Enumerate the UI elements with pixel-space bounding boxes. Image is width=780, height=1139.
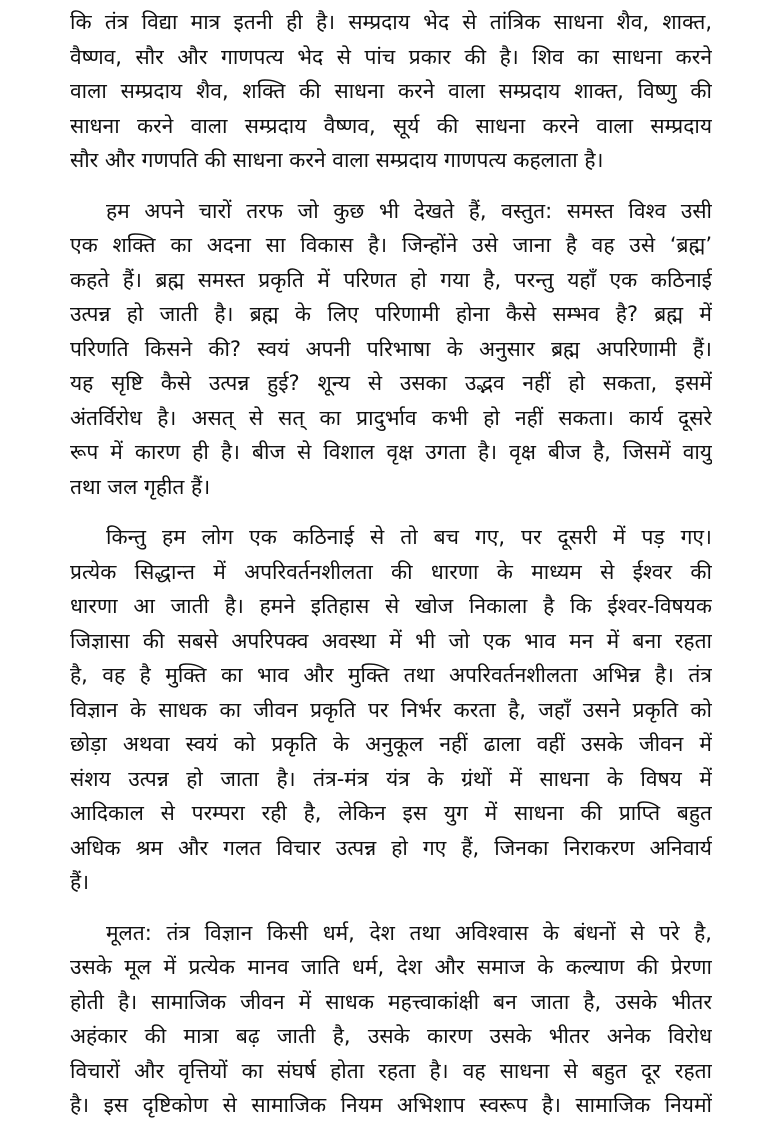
text-line: विचारों और वृत्तियों का संघर्ष होता रहता है। वह साधना से बहुत दूर रहता [70, 1058, 712, 1083]
text-line: सौर और गणपति की साधना करने वाला सम्प्रदाय गाणपत्य कहलाता है। [70, 148, 604, 172]
text-line: वाला सम्प्रदाय शैव, शक्ति की साधना करने वाला सम्प्रदाय शाक्त, विष्णु की [70, 79, 712, 103]
paragraph [70, 916, 712, 1123]
text-line: परिणति किसने की? स्वयं अपनी परिभाषा के अनुसार ब्रह्म अपरिणामी हैं। [70, 336, 712, 361]
text-line: आदिकाल से परम्परा रही है, लेकिन इस युग में साधना की प्राप्ति बहुत [70, 801, 712, 825]
text-line: विज्ञान के साधक का जीवन प्रकृति पर निर्भर करता है, जहाँ उसने प्रकृति को [70, 697, 712, 722]
text-line: उत्पन्न हो जाती है। ब्रह्म के लिए परिणामी होना कैसे सम्भव है? ब्रह्म में [70, 302, 712, 326]
text-line: कि तंत्र विद्या मात्र इतनी ही है। सम्प्रदाय भेद से तांत्रिक साधना शैव, शाक्त, [70, 10, 712, 34]
paragraph [70, 5, 712, 178]
text-line: हम अपने चारों तरफ जो कुछ भी देखते हैं, वस्तुत: समस्त विश्व उसी [106, 198, 712, 223]
text-line: कहते हैं। ब्रह्म समस्त प्रकृति में परिणत हो गया है, परन्तु यहाँ एक कठिनाई [70, 267, 712, 292]
text-line: धारणा आ जाती है। हमने इतिहास से खोज निकाला है कि ईश्वर-विषयक [70, 594, 712, 618]
text-line: होती है। सामाजिक जीवन में साधक महत्त्वाकांक्षी बन जाता है, उसके भीतर [70, 989, 712, 1014]
text-line: उसके मूल में प्रत्येक मानव जाति धर्म, देश और समाज के कल्याण की प्रेरणा [70, 955, 712, 979]
text-line: है। इस दृष्टिकोण से सामाजिक नियम अभिशाप स्वरूप है। सामाजिक नियमों [70, 1093, 712, 1117]
text-line: किन्तु हम लोग एक कठिनाई से तो बच गए, पर दूसरी में पड़ गए। [106, 525, 712, 549]
document-page [70, 5, 712, 1139]
text-line: अंतर्विरोध है। असत् से सत् का प्रादुर्भाव कभी हो नहीं सकता। कार्य दूसरे [70, 405, 712, 430]
text-line: हैं। [70, 870, 90, 894]
text-line: है, वह है मुक्ति का भाव और मुक्ति तथा अपरिवर्तनशीलता अभिन्न है। तंत्र [70, 663, 712, 687]
text-line: वैष्णव, सौर और गाणपत्य भेद से पांच प्रकार की है। शिव का साधना करने [70, 44, 712, 69]
text-line: अहंकार की मात्रा बढ़ जाती है, उसके कारण उसके भीतर अनेक विरोध [70, 1024, 712, 1048]
text-line: एक शक्ति का अदना सा विकास है। जिन्होंने उसे जाना है वह उसे ‘ब्रह्म’ [70, 233, 712, 257]
text-line: छोड़ा अथवा स्वयं को प्रकृति के अनुकूल नहीं ढाला वहीं उसके जीवन में [70, 732, 712, 756]
text-line: मूलत: तंत्र विज्ञान किसी धर्म, देश तथा अविश्वास के बंधनों से परे है, [106, 920, 712, 945]
text-line: तथा जल गृहीत हैं। [70, 474, 211, 499]
text-line: यह सृष्टि कैसे उत्पन्न हुई? शून्य से उसका उद्भव नहीं हो सकता, इसमें [70, 371, 712, 395]
text-line: साधना करने वाला सम्प्रदाय वैष्णव, सूर्य की साधना करने वाला सम्प्रदाय [70, 113, 712, 138]
text-line: संशय उत्पन्न हो जाता है। तंत्र-मंत्र यंत्र के ग्रंथों में साधना के विषय में [70, 766, 712, 791]
text-line: रूप में कारण ही है। बीज से विशाल वृक्ष उगता है। वृक्ष बीज है, जिसमें वायु [70, 440, 712, 464]
paragraph [70, 194, 712, 505]
text-line: प्रत्येक सिद्धान्त में अपरिवर्तनशीलता की धारणा के माध्यम से ईश्वर की [70, 559, 712, 584]
text-line: जिज्ञासा की सबसे अपरिपक्व अवस्था में भी जो एक भाव मन में बना रहता [70, 628, 712, 653]
paragraph [70, 520, 712, 900]
text-line: अधिक श्रम और गलत विचार उत्पन्न हो गए हैं, जिनका निराकरण अनिवार्य [70, 835, 712, 860]
